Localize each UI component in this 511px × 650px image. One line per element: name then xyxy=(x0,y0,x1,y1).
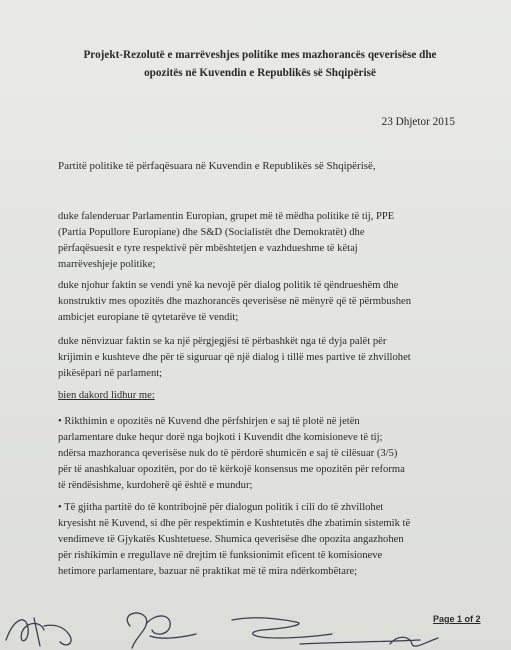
signature-4-mark xyxy=(300,637,438,646)
preamble-paragraph-1 xyxy=(58,209,458,273)
signature-3-mark xyxy=(232,618,332,638)
title-line-2: opozitës në Kuvendin e Republikës së Shqipërisë xyxy=(144,67,376,79)
text-line: duke nënvizuar faktin se ka një përgjegjësi të përbashkët nga të dyja palët për xyxy=(58,336,387,347)
text-line: për të anashkaluar opozitën, por do të kërkojë konsensus me opozitën për reforma xyxy=(58,464,405,475)
text-line: përfaqësuesit e tyre respektivë për mbështetjen e vazhdueshme të këtaj xyxy=(58,243,358,254)
preamble-paragraph-3 xyxy=(58,334,458,382)
bullet-item-1 xyxy=(58,414,458,494)
text-line: ndërsa mazhoranca qeverisëse nuk do të përdorë shumicën e saj të cilësuar (3/5) xyxy=(58,448,398,459)
signature-1-mark xyxy=(6,618,71,646)
text-line: duke njohur faktin se vendi ynë ka nevojë për dialog politik të qëndrueshëm dhe xyxy=(58,280,399,291)
text-line: konstruktiv mes opozitës dhe mazhorancës qeverisëse në mënyrë që të përmbushen xyxy=(58,296,412,307)
text-line: për rishikimin e rregullave në drejtim të funksionimit eficent të komisioneve xyxy=(58,550,383,561)
text-line: krijimin e kushteve dhe për të siguruar që një dialog i tillë mes partive të zhvillohet xyxy=(58,352,411,363)
text-line: pikësëpari në parlament; xyxy=(58,368,163,379)
text-line: (Partia Popullore Europiane) dhe S&D (Socialistët dhe Demokratët) dhe xyxy=(58,227,365,238)
text-line: marrëveshjeje politike; xyxy=(58,259,156,270)
text-line: hetimore parlamentare, bazuar në praktikat më të mira ndërkombëtare; xyxy=(58,566,358,577)
bullet-item-2 xyxy=(58,500,458,580)
addressee-line: Partitë politike të përfaqësuara në Kuvendin e Republikës së Shqipërisë, xyxy=(58,160,376,172)
document-date: 23 Dhjetor 2015 xyxy=(381,116,455,128)
title-line-1: Projekt-Rezolutë e marrëveshjes politike mes mazhorancës qeverisëse dhe xyxy=(83,49,437,61)
text-line: • Rikthimin e opozitës në Kuvend dhe përfshirjen e saj të plotë në jetën xyxy=(58,416,360,427)
text-line: ambicjet europiane të qytetarëve të vendit; xyxy=(58,312,239,323)
preamble-paragraph-2 xyxy=(58,278,458,326)
text-line: • Të gjitha partitë do të kontribojnë për dialogun politik i cili do të zhvillohet xyxy=(58,502,384,513)
page-indicator: Page 1 of 2 xyxy=(433,614,481,624)
signature-2-mark xyxy=(127,613,196,648)
agreed-label: bien dakord lidhur me: xyxy=(58,390,155,401)
text-line: të rëndësishme, kurdoherë që është e mundur; xyxy=(58,480,253,491)
document-title xyxy=(40,46,480,82)
text-line: vendimeve të Gjykatës Kushtetuese. Shumica qeverisëse dhe opozita angazhohen xyxy=(58,534,404,545)
text-line: duke falenderuar Parlamentin Europian, grupet më të mëdha politike të tij, PPE xyxy=(58,211,395,222)
text-line: kryesisht në Kuvend, si dhe për respektimin e Kushtetutës dhe zbatimin sistemik të xyxy=(58,518,411,529)
text-line: parlamentare duke hequr dorë nga bojkoti i Kuvendit dhe komisioneve të tij; xyxy=(58,432,383,443)
